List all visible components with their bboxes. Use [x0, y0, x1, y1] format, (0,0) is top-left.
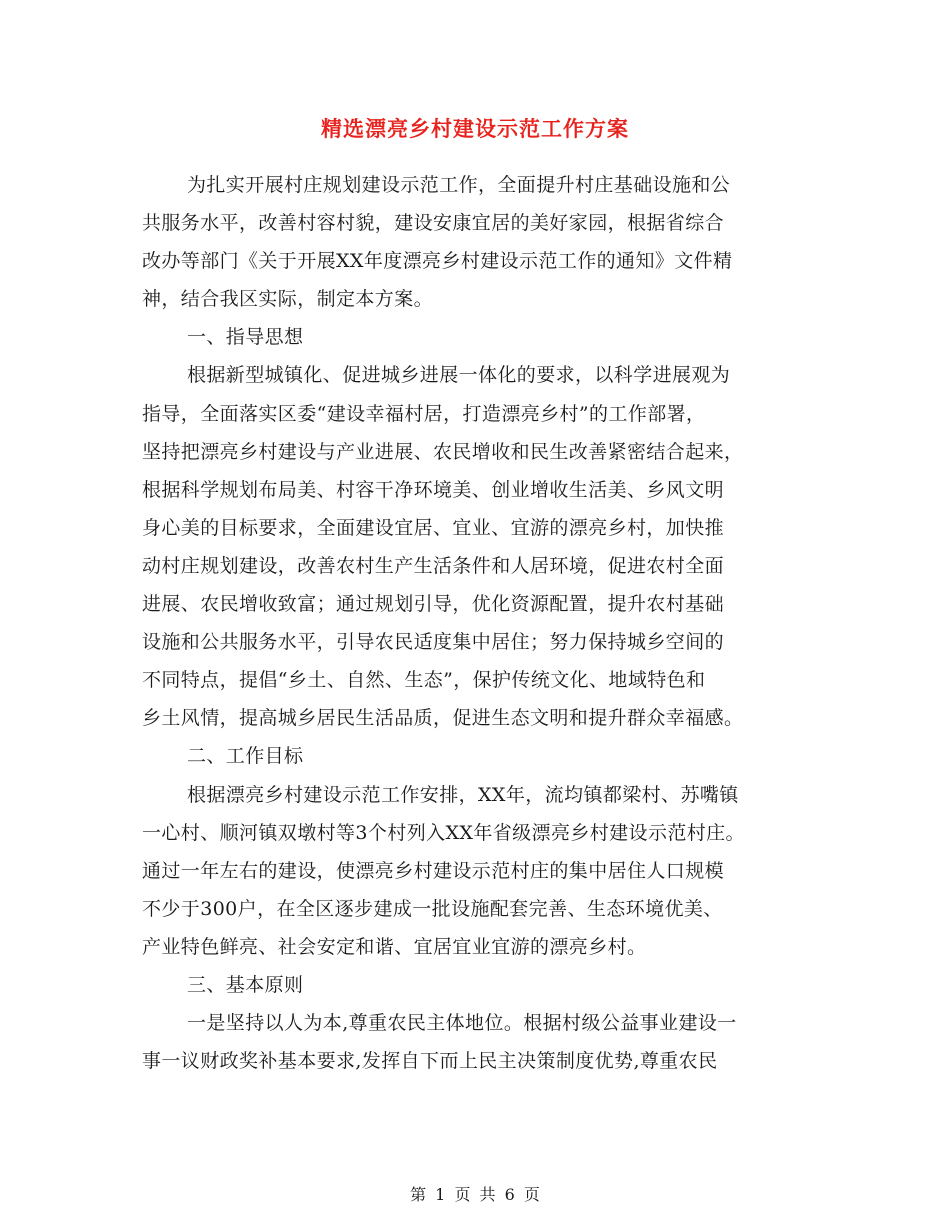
document-title: 精选漂亮乡村建设示范工作方案 [321, 116, 629, 141]
paragraph-line: 根据新型城镇化、促进城乡进展一体化的要求，以科学进展观为 [187, 364, 731, 387]
paragraph-line: 身心美的目标要求，全面建设宜居、宜业、宜游的漂亮乡村，加快推 [142, 516, 725, 539]
section-heading: 二、工作目标 [187, 745, 304, 768]
paragraph-line: 设施和公共服务水平，引导农民适度集中居住；努力保持城乡空间的 [142, 631, 725, 654]
section-heading: 一、指导思想 [187, 326, 304, 349]
paragraph-line: 神，结合我区实际，制定本方案。 [142, 288, 434, 311]
paragraph-line: 通过一年左右的建设，使漂亮乡村建设示范村庄的集中居住人口规模 [142, 859, 725, 882]
paragraph-line: 改办等部门《关于开展XX年度漂亮乡村建设示范工作的通知》文件精 [142, 250, 733, 273]
paragraph-line: 乡土风情，提高城乡居民生活品质，促进生态文明和提升群众幸福感。 [142, 707, 744, 730]
page-number-footer: 第 1 页 共 6 页 [410, 1185, 540, 1204]
paragraph-line: 动村庄规划建设，改善农村生产生活条件和人居环境，促进农村全面 [142, 554, 725, 577]
paragraph-line: 指导，全面落实区委“建设幸福村居，打造漂亮乡村”的工作部署， [142, 402, 706, 425]
paragraph-line: 不少于300户，在全区逐步建成一批设施配套完善、生态环境优美、 [142, 897, 723, 920]
document-body [142, 166, 812, 1080]
section-heading: 三、基本原则 [187, 973, 304, 996]
paragraph-line: 根据科学规划布局美、村容干净环境美、创业增收生活美、乡风文明 [142, 478, 725, 501]
paragraph-line: 产业特色鲜亮、社会安定和谐、宜居宜业宜游的漂亮乡村。 [142, 935, 647, 958]
paragraph-line: 不同特点，提倡“乡土、自然、生态”，保护传统文化、地域特色和 [142, 669, 706, 692]
paragraph-line: 根据漂亮乡村建设示范工作安排，XX年，流均镇都梁村、苏嘴镇 [187, 783, 739, 806]
paragraph-line: 一是坚持以人为本,尊重农民主体地位。根据村级公益事业建设一 [187, 1012, 737, 1035]
paragraph-line: 一心村、顺河镇双墩村等3个村列入XX年省级漂亮乡村建设示范村庄。 [142, 821, 745, 844]
paragraph-line: 共服务水平，改善村容村貌，建设安康宜居的美好家园，根据省综合 [142, 212, 725, 235]
paragraph-line: 事一议财政奖补基本要求,发挥自下而上民主决策制度优势,尊重农民 [142, 1050, 718, 1073]
paragraph-line: 进展、农民增收致富；通过规划引导，优化资源配置，提升农村基础 [142, 593, 725, 616]
paragraph-line: 坚持把漂亮乡村建设与产业进展、农民增收和民生改善紧密结合起来， [142, 440, 744, 463]
paragraph-line: 为扎实开展村庄规划建设示范工作，全面提升村庄基础设施和公 [187, 174, 731, 196]
